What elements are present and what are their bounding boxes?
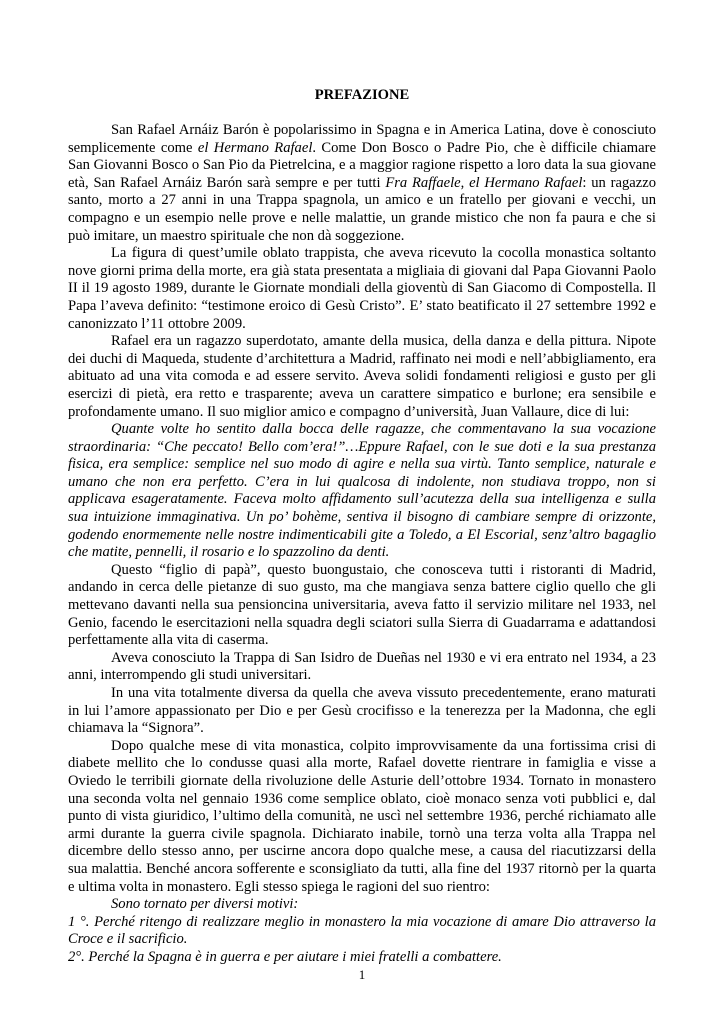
paragraph-4: Questo “figlio di papà”, questo buongustaio, che conosceva tutti i ristoranti di Madrid, andando in cerca delle pietanze di suo gusto, ma che mangiava senza battere ciglio quello che gli mettevano davanti nella sua pensioncina universitaria, aveva fatto il servizio militare nel 1933, nel Genio, facendo le esercitazioni nella squadra degli sciatori sulla Sierra di Guadarrama e adattandosi perfettamente alla vita di caserma. xyxy=(68,561,656,649)
paragraph-5: Aveva conosciuto la Trappa di San Isidro de Dueñas nel 1930 e vi era entrato nel 1934, a 23 anni, interrompendo gli studi universitari. xyxy=(68,649,656,684)
body-text xyxy=(68,122,656,967)
quote-reasons-intro: Sono tornato per diversi motivi: xyxy=(111,896,299,913)
paragraph-7: Dopo qualche mese di vita monastica, colpito improvvisamente da una fortissima crisi di diabete mellito che lo condusse quasi alla morte, Rafael dovette rientrare in famiglia e visse a Oviedo le terribili giornate della rivoluzione delle Asturie dell’ottobre 1934. Tornato in monastero una seconda volta nel gennaio 1936 come semplice oblato, cioè monaco senza voti pubblici e, dal punto di vista giuridico, l’ultimo della comunità, ne uscì nel settembre 1936, perché richiamato alle armi durante la guerra civile spagnola. Dichiarato inabile, tornò una terza volta alla Trappa nel dicembre dello stesso anno, per uscirne ancora dopo qualche mese, a causa del riacutizzarsi della sua malattia. Benché ancora sofferente e sconsigliato da tutti, alla fine del 1937 ritornò per la quarta e ultima volta in monastero. Egli stesso spiega le ragioni del suo rientro: xyxy=(68,737,656,895)
quote-vallaure: Quante volte ho sentito dalla bocca delle ragazze, che commentavano la sua vocazione straordinaria: “Che peccato! Bello com’era!”…Eppure Rafael, con le sue doti e la sua prestanza fisica, era semplice: semplice nel suo modo di agire e nella sua virtù. Tanto semplice, naturale e umano che non era perfetto. C’era in lui qualcosa di indolente, non studiava troppo, non si applicava esageratamente. Faceva molto affidamento sull’acutezza della sua intelligenza e sulla sua intuizione immaginativa. Un po’ bohème, sentiva il bisogno di cambiare sempre di orizzonte, godendo enormemente nelle nostre indimenticabili gite a Toledo, a El Escorial, senz’altro bagaglio che matite, pennelli, il rosario e lo spazzolino da denti. xyxy=(68,421,656,561)
paragraph-1-part-e: , xyxy=(460,174,470,191)
quote-reason-2: 2°. Perché la Spagna è in guerra e per aiutare i miei fratelli a combattere. xyxy=(68,948,502,965)
quote-reason-1: 1 °. Perché ritengo di realizzare meglio in monastero la mia vocazione di amare Dio attraverso la Croce e il sacrificio. xyxy=(68,913,656,948)
paragraph-6: In una vita totalmente diversa da quella che aveva vissuto precedentemente, erano maturati in lui l’amore appassionato per Dio e per Gesù crocifisso e la tenerezza per la Madonna, che egli chiamava la “Signora”. xyxy=(68,685,656,737)
paragraph-1-part-a: San Rafael Arnáiz Barón è popolarissimo in Spagna e in America Latina, dove è conosciuto semplicemente come xyxy=(68,122,656,156)
paragraph-1-part-g: : un ragazzo santo, morto a 27 anni in una Trappa spagnola, un amico e un fratello per giovani e vecchi, un compagno e un esempio nelle prove e nelle malattie, un grande mistico che non fa paura e che si può imitare, un maestro spirituale che non dà soggezione. xyxy=(68,174,656,244)
paragraph-1-part-c: . Come Don Bosco o Padre Pio, che è difficile chiamare San Giovanni Bosco o San Pio da Pietrelcina, e a maggior ragione rispetto a loro data la sua giovane età, San Rafael Arnáiz Barón sarà sempre e per tutti xyxy=(68,139,656,191)
page-title: PREFAZIONE xyxy=(314,87,410,103)
paragraph-3: Rafael era un ragazzo superdotato, amante della musica, della danza e della pittura. Nipote dei duchi di Maqueda, studente d’architettura a Madrid, raffinato nei modi e nell’abbigliamento, era abituato ad una vita comoda e ad essere servito. Aveva solidi fondamenti religiosi e gusto per gli esercizi di pietà, era retto e trasparente; aveva un carattere simpatico e burlone; era sensibile e profondamente umano. Il suo miglior amico e compagno d’università, Juan Vallaure, dice di lui: xyxy=(68,333,656,420)
paragraph-1-italic-b: el Hermano Rafael xyxy=(197,139,313,156)
paragraph-1 xyxy=(68,122,656,245)
page-number: 1 xyxy=(358,967,366,982)
paragraph-2: La figura di quest’umile oblato trappista, che aveva ricevuto la cocolla monastica soltanto nove giorni prima della morte, era già stata presentata a migliaia di giovani dal Papa Giovanni Paolo II il 19 agosto 1989, durante le Giornate mondiali della gioventù di San Giacomo di Compostella. Il Papa l’aveva definito: “testimone eroico di Gesù Cristo”. E’ stato beatificato il 27 settembre 1992 e canonizzato l’11 ottobre 2009. xyxy=(68,245,656,332)
paragraph-1-italic-f: el Hermano Rafael xyxy=(469,174,583,191)
paragraph-1-italic-d: Fra Raffaele xyxy=(385,174,461,191)
